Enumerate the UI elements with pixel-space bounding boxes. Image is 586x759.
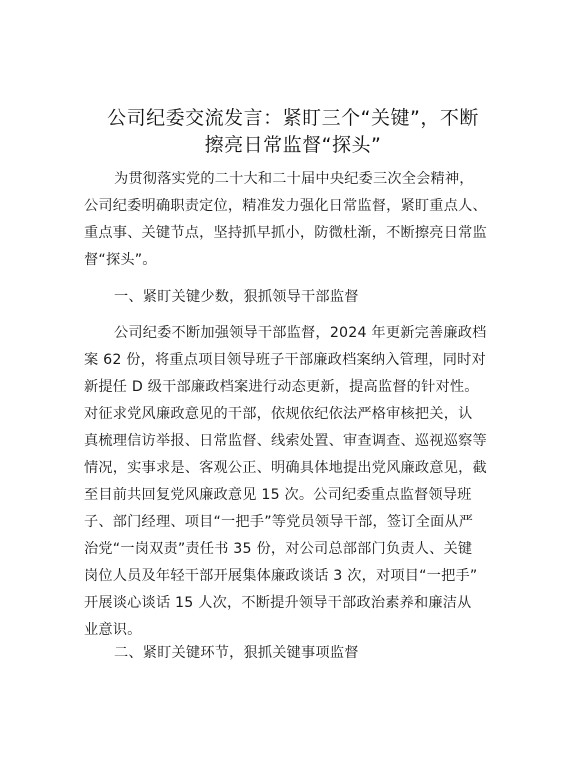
document-title-line-2: 擦亮日常监督“探头” [204,134,382,156]
paragraph-line: 治党“一岗双责”责任书 35 份，对公司总部部门负责人、关键 [84,541,473,557]
paragraph-line: 业意识。 [84,622,142,638]
paragraph-line: 督“探头”。 [84,252,157,268]
section-heading-1: 一、紧盯关键少数，狠抓领导干部监督 [114,289,359,305]
paragraph-line: 开展谈心谈话 15 人次，不断提升领导干部政治素养和廉洁从 [84,595,472,611]
paragraph-line: 子、部门经理、项目“一把手”等党员领导干部，签订全面从严 [84,514,474,530]
paragraph-line: 公司纪委明确职责定位，精准发力强化日常监督，紧盯重点人、 [84,198,487,214]
paragraph-line: 重点事、关键节点，坚持抓早抓小，防微杜渐，不断擦亮日常监 [84,225,487,241]
paragraph-line: 真梳理信访举报、日常监督、线索处置、审查调查、巡视巡察等 [84,433,487,449]
paragraph-line: 对征求党风廉政意见的干部，依规依纪依法严格审核把关，认 [84,406,473,422]
paragraph-line: 情况，实事求是、客观公正、明确具体地提出党风廉政意见，截 [84,460,487,476]
document-title-line-1: 公司纪委交流发言：紧盯三个“关键”，不断 [107,107,479,129]
section-heading-2: 二、紧盯关键环节，狠抓关键事项监督 [114,645,359,661]
paragraph-line: 至目前共回复党风廉政意见 15 次。公司纪委重点监督领导班 [84,487,472,503]
paragraph-line: 岗位人员及年轻干部开展集体廉政谈话 3 次，对项目“一把手” [84,568,478,584]
paragraph-line: 公司纪委不断加强领导干部监督，2024 年更新完善廉政档 [114,325,487,341]
paragraph-line: 为贯彻落实党的二十大和二十届中央纪委三次全会精神， [114,171,474,187]
paragraph-line: 案 62 份，将重点项目领导班子干部廉政档案纳入管理，同时对 [84,352,486,368]
paragraph-line: 新提任 D 级干部廉政档案进行动态更新，提高监督的针对性。 [84,379,479,395]
